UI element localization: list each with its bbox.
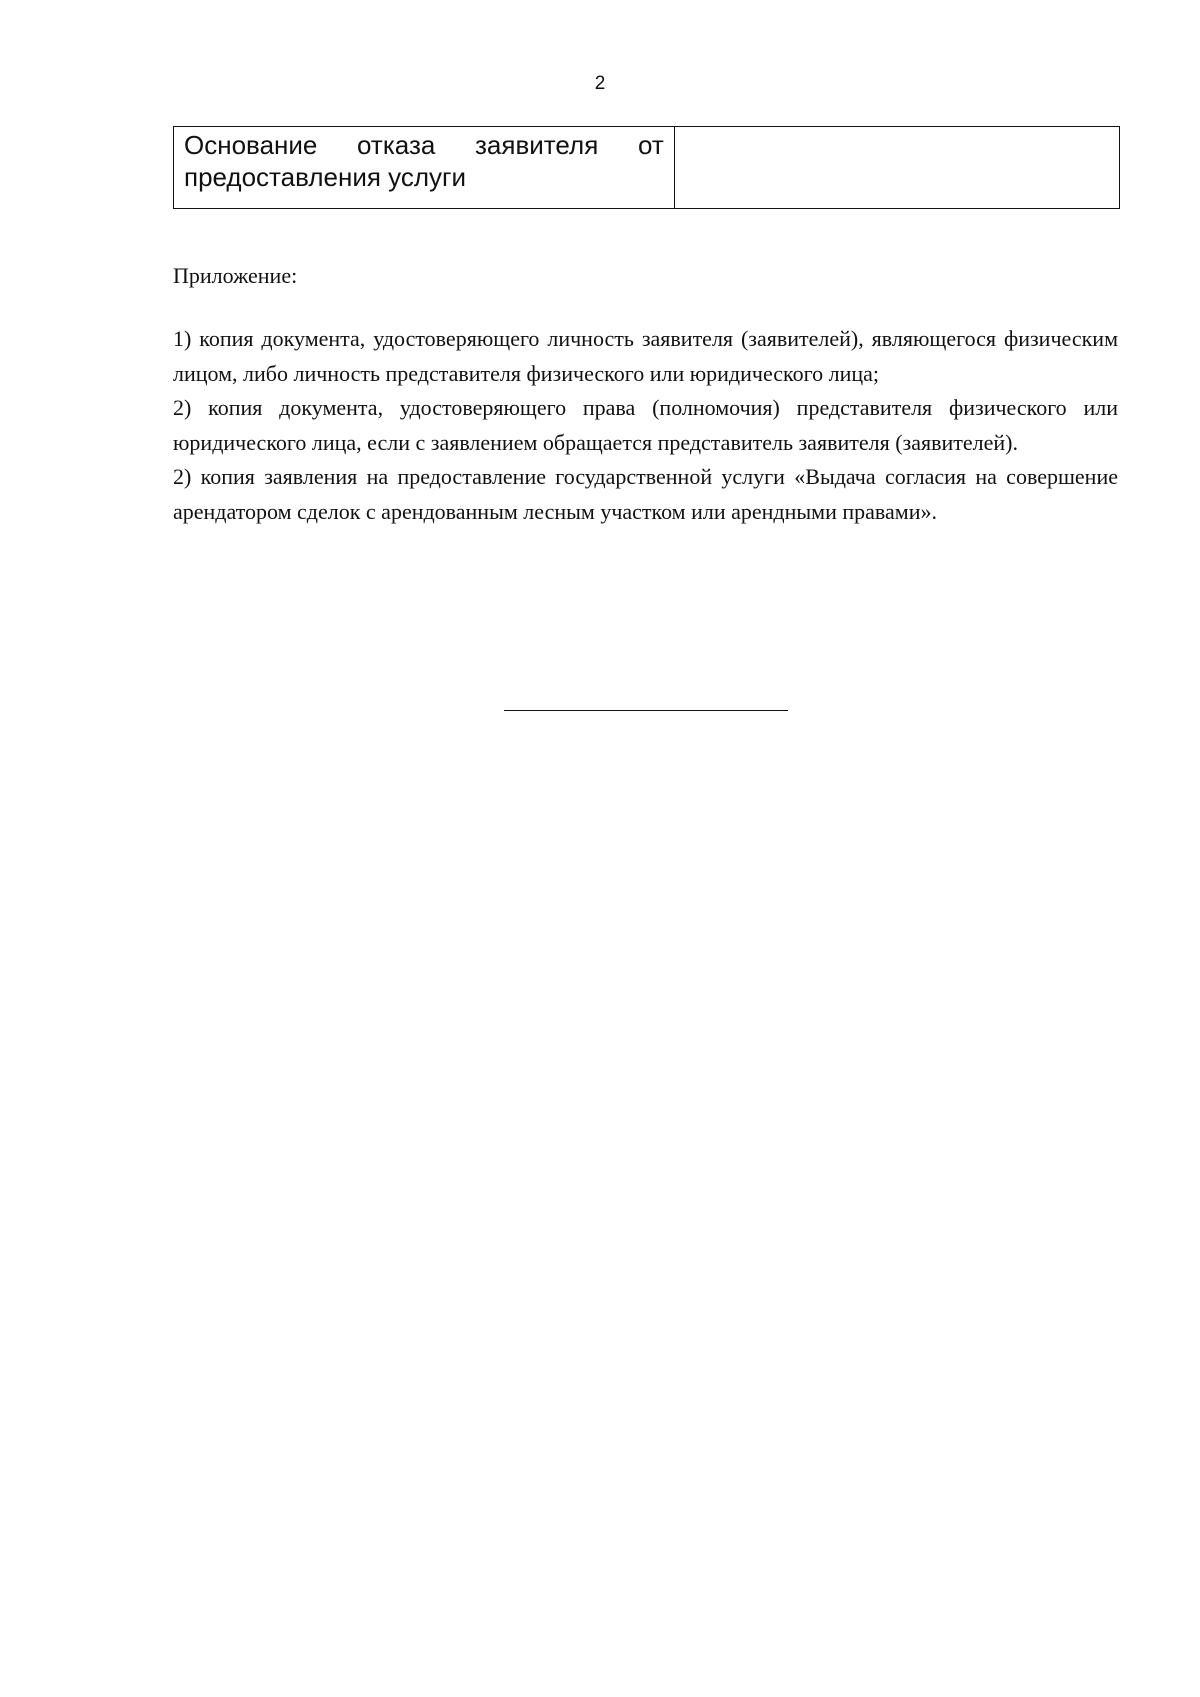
annex-heading: Приложение: [173,263,298,288]
end-divider-line [504,710,788,711]
refusal-basis-label [174,127,674,193]
page-number: 2 [594,73,606,94]
annex-list [173,322,1118,529]
label-word: заявителя [475,130,599,160]
annex-item-1: 1) копия документа, удостоверяющего личность заявителя (заявителей), являющегося физическим лицом, либо личность представителя физического или юридического лица; [173,326,1118,386]
refusal-basis-label-line1 [184,129,664,161]
label-word: Основание [184,130,318,160]
refusal-basis-value-cell [674,127,1119,209]
annex-item-3: 2) копия заявления на предоставление государственной услуги «Выдача согласия на совершение арендатором сделок с арендованным лесным участком или арендными правами». [173,464,1118,524]
label-word: отказа [357,130,436,160]
table-row [174,127,1120,209]
annex-item-2: 2) копия документа, удостоверяющего права (полномочия) представителя физического или юридического лица, если с заявлением обращается представитель заявителя (заявителей). [173,395,1118,455]
refusal-basis-label-cell [174,127,675,209]
refusal-basis-table [173,126,1120,209]
label-word: от [637,130,664,160]
refusal-basis-label-line2: предоставления услуги [184,162,467,192]
